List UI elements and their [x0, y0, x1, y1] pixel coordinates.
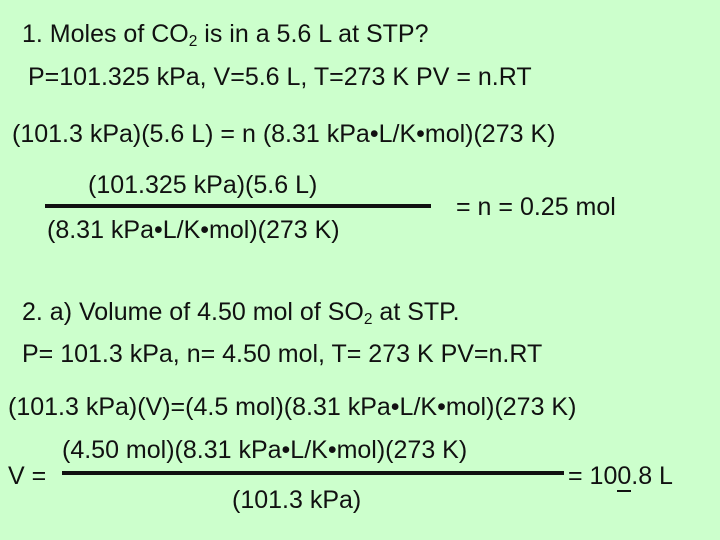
problem1-question — [22, 20, 429, 50]
problem1-result: = n = 0.25 mol — [456, 193, 616, 221]
problem2-result — [568, 464, 673, 489]
problem2-result-text: = 10 — [568, 462, 618, 490]
problem1-denominator: (8.31 kPa•L/K•mol)(273 K) — [47, 216, 340, 244]
problem1-question-text: 1. Moles of CO — [22, 20, 189, 48]
problem2-fraction-bar — [62, 471, 564, 475]
problem2-question-text-end: at STP. — [372, 298, 460, 326]
problem2-substitution: (101.3 kPa)(V)=(4.5 mol)(8.31 kPa•L/K•mol)(273 K) — [8, 393, 577, 421]
problem2-question — [22, 298, 460, 328]
problem2-question-subscript: 2 — [363, 310, 373, 328]
problem2-result-underlined-digit: 0 — [617, 462, 632, 490]
problem1-substitution: (101.3 kPa)(5.6 L) = n (8.31 kPa•L/K•mol)(273 K) — [12, 120, 556, 148]
problem2-givens: P= 101.3 kPa, n= 4.50 mol, T= 273 K PV=n.RT — [22, 340, 543, 368]
problem1-question-text-end: is in a 5.6 L at STP? — [197, 20, 429, 48]
problem1-question-subscript: 2 — [188, 32, 198, 50]
problem2-lhs: V = — [8, 462, 47, 490]
problem2-question-text: 2. a) Volume of 4.50 mol of SO — [22, 298, 364, 326]
problem2-denominator: (101.3 kPa) — [232, 486, 362, 514]
problem1-givens: P=101.325 kPa, V=5.6 L, T=273 K PV = n.RT — [28, 63, 532, 91]
problem1-fraction-bar — [45, 204, 431, 208]
problem2-result-text-end: .8 L — [631, 462, 673, 490]
problem2-numerator: (4.50 mol)(8.31 kPa•L/K•mol)(273 K) — [62, 436, 468, 464]
problem1-numerator: (101.325 kPa)(5.6 L) — [88, 171, 318, 199]
